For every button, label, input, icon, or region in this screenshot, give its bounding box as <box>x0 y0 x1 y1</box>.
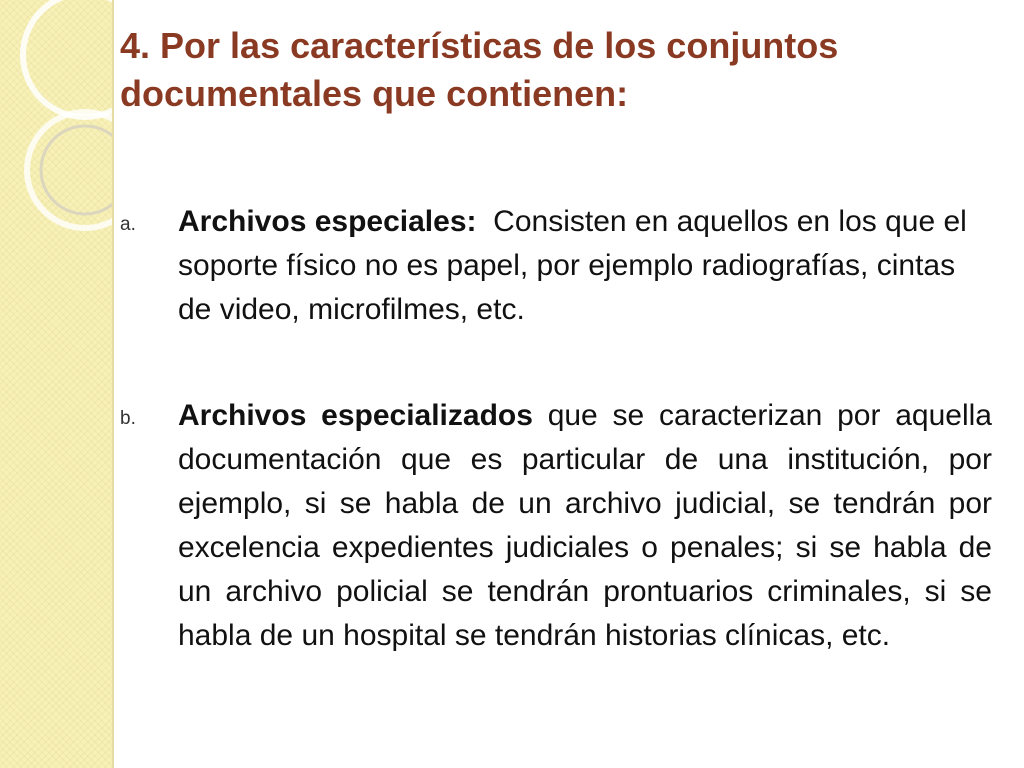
content-list <box>120 200 992 658</box>
list-item-archivos-especiales <box>120 200 992 332</box>
decorative-sidebar <box>0 0 112 768</box>
list-item-text <box>178 200 992 332</box>
list-marker-b: b. <box>120 408 136 429</box>
list-item-archivos-especializados <box>120 394 992 658</box>
item-description: Consisten en aquellos en los que el soporte físico no es papel, por ejemplo radiografías, cintas de video, microfilmes, etc. <box>178 205 967 326</box>
item-term: Archivos especiales: <box>178 205 477 238</box>
list-marker-a: a. <box>120 214 136 235</box>
slide-title: 4. Por las características de los conjuntos documentales que contienen: <box>120 25 839 114</box>
list-item-text <box>178 394 992 658</box>
sidebar-divider <box>112 0 114 768</box>
circle-ornament-icon <box>0 0 112 260</box>
item-description: que se caracterizan por aquella documentación que es particular de una institución, por ejemplo, si se habla de un archivo judicial, se tendrán por excelencia expedientes judiciales o penales; si se habla de un archivo policial se tendrán prontuarios criminales, si se habla de un hospital se tendrán historias clínicas, etc. <box>178 399 992 652</box>
item-term: Archivos especializados <box>178 399 533 432</box>
